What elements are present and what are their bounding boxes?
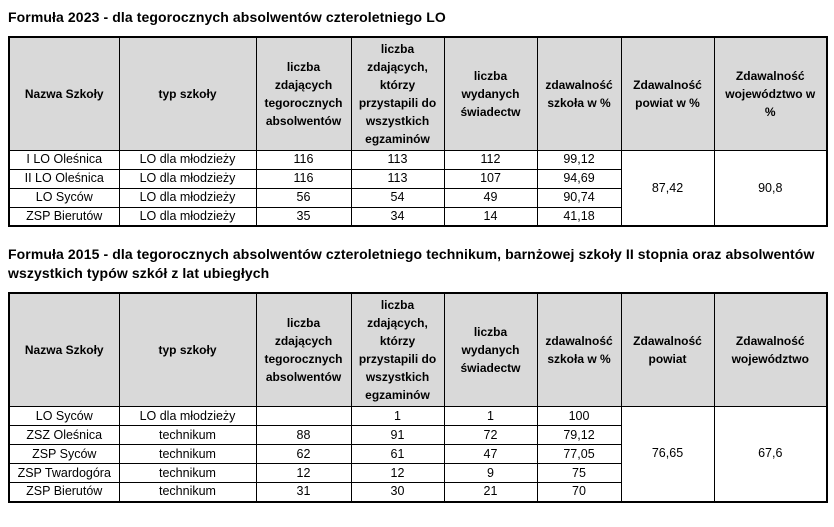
pass-rate-school-cell: 77,05 (537, 445, 621, 464)
column-header-took-all-exams: liczba zdających, którzy przystapili do wszystkich egzaminów (351, 293, 444, 407)
column-header-school-type: typ szkoły (119, 37, 256, 151)
results-table-formula-2015 (8, 292, 828, 503)
certificates-issued-cell: 112 (444, 150, 537, 169)
pass-rate-powiat-merged-cell: 76,65 (621, 407, 714, 502)
column-header-candidates-count: liczba zdających tegorocznych absolwentów (256, 293, 351, 407)
column-header-candidates-count: liczba zdających tegorocznych absolwentów (256, 37, 351, 151)
candidates-count-cell: 56 (256, 188, 351, 207)
pass-rate-school-cell: 90,74 (537, 188, 621, 207)
column-header-pass-rate-powiat: Zdawalność powiat w % (621, 37, 714, 151)
candidates-count-cell: 116 (256, 150, 351, 169)
school-name-cell: LO Syców (9, 188, 119, 207)
school-type-cell: LO dla młodzieży (119, 407, 256, 426)
column-header-school-type: typ szkoły (119, 293, 256, 407)
candidates-count-cell: 31 (256, 483, 351, 502)
certificates-issued-cell: 72 (444, 426, 537, 445)
pass-rate-school-cell: 100 (537, 407, 621, 426)
took-all-exams-cell: 113 (351, 169, 444, 188)
column-header-pass-rate-school: zdawalność szkoła w % (537, 293, 621, 407)
results-table-formula-2023 (8, 36, 828, 228)
pass-rate-school-cell: 99,12 (537, 150, 621, 169)
candidates-count-cell: 12 (256, 464, 351, 483)
certificates-issued-cell: 107 (444, 169, 537, 188)
certificates-issued-cell: 9 (444, 464, 537, 483)
candidates-count-cell: 62 (256, 445, 351, 464)
school-type-cell: LO dla młodzieży (119, 207, 256, 226)
column-header-took-all-exams: liczba zdających, którzy przystapili do wszystkich egzaminów (351, 37, 444, 151)
table-row (9, 150, 827, 169)
took-all-exams-cell: 34 (351, 207, 444, 226)
took-all-exams-cell: 113 (351, 150, 444, 169)
took-all-exams-cell: 1 (351, 407, 444, 426)
column-header-certificates-issued: liczba wydanych świadectw (444, 37, 537, 151)
certificates-issued-cell: 21 (444, 483, 537, 502)
table-title-formula-2015: Formuła 2015 - dla tegorocznych absolwentów czteroletniego technikum, barnżowej szkoły II stopnia oraz absolwentów wszystkich typów szkół z lat ubiegłych (8, 246, 815, 282)
pass-rate-wojewodztwo-merged-cell: 67,6 (714, 407, 827, 502)
took-all-exams-cell: 91 (351, 426, 444, 445)
took-all-exams-cell: 61 (351, 445, 444, 464)
school-type-cell: technikum (119, 445, 256, 464)
column-header-certificates-issued: liczba wydanych świadectw (444, 293, 537, 407)
section-formula-2015 (8, 245, 826, 502)
school-name-cell: ZSP Bierutów (9, 207, 119, 226)
pass-rate-school-cell: 94,69 (537, 169, 621, 188)
column-header-pass-rate-wojewodztwo: Zdawalność województwo w % (714, 37, 827, 151)
school-name-cell: ZSZ Oleśnica (9, 426, 119, 445)
header-row (9, 293, 827, 407)
column-header-pass-rate-school: zdawalność szkoła w % (537, 37, 621, 151)
school-type-cell: LO dla młodzieży (119, 150, 256, 169)
took-all-exams-cell: 30 (351, 483, 444, 502)
school-name-cell: ZSP Twardogóra (9, 464, 119, 483)
certificates-issued-cell: 49 (444, 188, 537, 207)
took-all-exams-cell: 12 (351, 464, 444, 483)
candidates-count-cell: 116 (256, 169, 351, 188)
school-type-cell: LO dla młodzieży (119, 169, 256, 188)
school-type-cell: technikum (119, 426, 256, 445)
pass-rate-wojewodztwo-merged-cell: 90,8 (714, 150, 827, 226)
header-row (9, 37, 827, 151)
certificates-issued-cell: 1 (444, 407, 537, 426)
school-type-cell: LO dla młodzieży (119, 188, 256, 207)
pass-rate-powiat-merged-cell: 87,42 (621, 150, 714, 226)
school-type-cell: technikum (119, 483, 256, 502)
school-name-cell: LO Syców (9, 407, 119, 426)
certificates-issued-cell: 47 (444, 445, 537, 464)
certificates-issued-cell: 14 (444, 207, 537, 226)
pass-rate-school-cell: 70 (537, 483, 621, 502)
table-row (9, 407, 827, 426)
column-header-school-name: Nazwa Szkoły (9, 293, 119, 407)
school-type-cell: technikum (119, 464, 256, 483)
section-formula-2023 (8, 8, 826, 227)
candidates-count-cell: 88 (256, 426, 351, 445)
school-name-cell: ZSP Bierutów (9, 483, 119, 502)
column-header-pass-rate-powiat: Zdawalność powiat (621, 293, 714, 407)
took-all-exams-cell: 54 (351, 188, 444, 207)
candidates-count-cell: 35 (256, 207, 351, 226)
pass-rate-school-cell: 41,18 (537, 207, 621, 226)
table-title-formula-2023: Formuła 2023 - dla tegorocznych absolwentów czteroletniego LO (8, 9, 446, 25)
column-header-school-name: Nazwa Szkoły (9, 37, 119, 151)
column-header-pass-rate-wojewodztwo: Zdawalność województwo (714, 293, 827, 407)
school-name-cell: ZSP Syców (9, 445, 119, 464)
school-name-cell: II LO Oleśnica (9, 169, 119, 188)
pass-rate-school-cell: 75 (537, 464, 621, 483)
candidates-count-cell (256, 407, 351, 426)
school-name-cell: I LO Oleśnica (9, 150, 119, 169)
pass-rate-school-cell: 79,12 (537, 426, 621, 445)
